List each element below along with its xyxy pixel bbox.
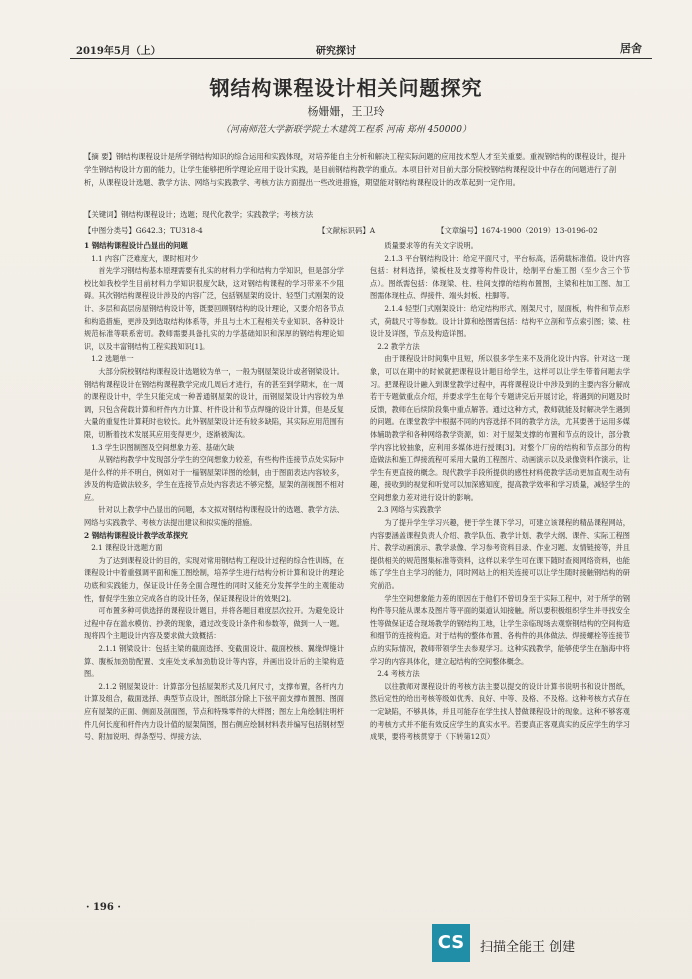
subsection-heading: 2.4 考核方法	[377, 669, 420, 679]
document-code: 【文献标识码】A	[318, 226, 376, 235]
article-authors: 杨姗姗，王卫玲	[307, 105, 385, 118]
subsection-heading: 2.3 网络与实践教学	[377, 505, 442, 515]
subsection-heading: 1.1 内容广泛难度大，课时相对少	[91, 253, 199, 263]
paragraph: 首先学习钢结构基本原理需要有扎实的材料力学和结构力学知识，但是部分学校比如我校学生目前材料力学知识很度欠缺，这对钢结构课程的学习带来不少阻碍。其次钢结构课程设计涉及的内容广泛，包括钢屋架的设计、轻型门式刚架的设计、多层和高层房屋钢结构设计等，既要回顾钢结构的设计理论，又要介绍各节点和构造措施，更涉及到选取结构体系等，并且与土木工程相关专业知识、各种设计规范标准等联系密切。教师需要具备扎实的力学基础知识和深厚的钢结构理论知识，以及丰富钢结构工程实践知识[1]。	[84, 266, 344, 351]
subsection-heading: 2.1 课程设计选题方面	[91, 543, 163, 553]
subsection-heading: 1.2 选题单一	[91, 354, 134, 364]
paragraph: 2.1.4 轻型门式刚架设计：给定结构形式、刚架尺寸，屋面板，构件和节点形式，荷载尺寸等参数。设计计算和绘图需包括：结构平立剖和节点索引图；梁、柱设计及详图，节点及构造详图。	[370, 303, 630, 339]
article-title: 钢结构课程设计相关问题探究	[209, 76, 483, 100]
paragraph: 为了达到课程设计的目的，实现对常用钢结构工程设计过程的综合性训练，在课程设计中着重强调平面和施工图绘制，培养学生进行结构分析计算和设计的理论功底和实践能力，保证设计任务全面合理性的同时又能充分发挥学生的主观能动性，督促学生独立完成各自的设计任务，保证课程设计的效果[2]。	[84, 555, 344, 603]
paragraph: 为了提升学生学习兴趣，便于学生课下学习，可建立该课程的精品课程网站，内容要涵盖课程负责人介绍、教学队伍、教学计划、教学大纲、课件、实际工程图片、教学动画演示、教学录像、学习参考资料目录、作业习题、友情链接等，并且提供相关的规范图集标准等资料，这样以来学生可在课下随时查阅网络资料，也能练了学生自主学习的能力，同时网站上的相关连接可以让学生随时接触钢结构的研究前沿。	[370, 518, 630, 591]
article-number: 【文章编号】1674-1900（2019）13-0196-02	[437, 226, 598, 235]
subsection-heading: 2.2 教学方法	[377, 341, 420, 351]
subsection-heading: 1.3 学生识图制图及空间想象力差、基础欠缺	[91, 442, 235, 452]
issue-date: 2019年5月（上）	[76, 46, 161, 57]
section-heading: 2 钢结构课程设计教学改革探究	[84, 530, 188, 540]
paragraph: 由于课程设计时间集中且短，所以很多学生来不及消化设计内容。针对这一现象，可以在期中的时候就把课程设计题目给学生，这样可以让学生带着问题去学习。把课程设计融入到课堂教学过程中，再将课程设计中涉及到的主要内容分解成若干专题做重点介绍，并要求学生在每个专题讲完后开展讨论，将遇到的问题及时反馈，教师在后续阶段集中重点解答。通过这种方式，教师就能及时解决学生遇到的问题。在课堂教学中根据不同的内容选择不同的教学方法，尤其要善于运用多媒体辅助教学和各种网络教学资源，如：对于屋架支撑的布置和节点的设计，部分教学内容比较抽象，应利用多媒体进行授课[3]。对整个厂房的结构和节点部分的构造做法和施工焊接流程可采用大量的工程图片、动画演示以及录像资料作演示，让学生有更直接的概念。现代教学手段所提供的感性材料使教学活动更加直观生动有趣，接收到的视觉和听觉可以加深感知度，提高教学效率和学习质量，减轻学生的空间想象力差对进行设计的影响。	[370, 354, 630, 502]
section-name: 研究探讨	[316, 46, 356, 57]
running-header	[76, 40, 652, 58]
abstract: 【摘 要】钢结构课程设计是所学钢结构知识的综合运用和实践体现，对培养能自主分析和解决工程实际问题的应用技术型人才至关重要。重视钢结构的课程设计，提升学生钢结构设计方面的能力，让学生能够把所学理论应用于设计实践，是目前钢结构教学的重点。本项目针对目前大部分院校钢结构课程设计中存在的问题进行了剖析，从课程设计选题、教学方法、网络与实践教学、考核方法方面提出一些改进措施，期望能对钢结构课程设计的改革起到一定作用。	[84, 152, 626, 187]
header-rule	[70, 58, 652, 59]
scanner-watermark-text: 扫描全能王 创建	[480, 940, 576, 955]
section-heading: 1 钢结构课程设计凸显出的问题	[84, 241, 188, 250]
paragraph: 学生空间想象能力差的原因在于他们不曾切身至于实际工程中，对于所学的钢构件等只能从课本及图片等平面的渠道认知接触。所以要积极组织学生并寻找安全性等做保证适合现场教学的钢结构工地，让学生亲临现场去观察钢结构的空间构造和细节的连接构造。对于结构的整体布置、各构件的具体做法、焊接螺栓等连接节点的实际情况，教师带领学生去参观学习。这种实践教学，能够使学生在脑海中将学习的内容具体化，建立起结构的空间整体概念。	[370, 593, 630, 666]
left-column	[84, 240, 344, 744]
paragraph: 2.1.2 钢屋架设计：计算部分包括屋架形式及几何尺寸，支撑布置，各杆内力计算及组合，截面选择、典型节点设计，图纸部分除上下弦平面支撑布置图、图面应有屋架的正面、侧面及剖面图，节点和特殊零件的大样图；图左上角绘制注明杆件几何长度和杆件内力设计值的屋架简图，图右侧应绘制材料表并编写包括钢材型号、附加说明、焊条型号、焊接方法、	[84, 681, 344, 742]
keywords: 【关键词】钢结构课程设计；选题；现代化教学；实践教学；考核方法	[84, 210, 314, 219]
page-number: · 196 ·	[86, 902, 121, 913]
paragraph: 以往教师对课程设计的考核方法主要以提交的设计计算书说明书和设计图纸，然后定性的给出考核等级如优秀、良好、中等、及格、不及格。这种考核方式存在一定缺陷，不够具体，并且可能存在学生找人替做课程设计的现象。这种不够客观的考核方式并不能有效反应学生的真实水平。若要真正客观真实的反应学生的学习成果，要将考核贯穿于（下转第12页）	[370, 681, 630, 742]
paragraph: 2.1.1 钢梁设计：包括主梁的截面选择、变截面设计、截面校核、翼缘焊缝计算、腹板加劲肋配置、支座处支承加劲肋设计等内容，并画出设计后的主梁构造图。	[84, 644, 344, 679]
paragraph: 针对以上教学中凸显出的问题，本文拟对钢结构课程设计的选题、教学方法、网络与实践教学、考核方法提出建议和拟实施的措施。	[84, 505, 344, 528]
journal-tag: 居舍	[620, 42, 642, 55]
camscanner-logo: CS	[432, 924, 470, 962]
paragraph: 从钢结构教学中发现部分学生的空间想象力较差，有些构件连接节点处实际中是什么样的并不明白，例如对于一榀钢屋架详图的绘制，由于图面表达内容较多，涉及的构造做法较多，学生在连接节点处内容表达不够完整，屋架的剖视图不相对应。	[84, 455, 344, 502]
article-affiliation: （河南师范大学新联学院土木建筑工程系 河南 郑州 450000）	[221, 125, 471, 135]
right-column	[370, 240, 630, 744]
paragraph: 大部分院校钢结构课程设计选题较为单一，一般为钢屋架设计或者钢梁设计。钢结构课程设计在钢结构课程教学完成几周后才进行，有的甚至到学期末，在一周的课程设计中，学生只能完成一种普通钢屋架的设计，而钢屋架设计内容较为单调，只包含荷载计算和杆件内力计算、杆件设计和节点焊缝的设计计算，但是反复大量的重复性计算耗时也较长。此外钢屋架设计还有较多缺陷，其实际应用范围有限，切断着技术发展其应用变得更少，逐渐被淘汰。	[84, 366, 344, 439]
class-number: 【中图分类号】G642.3；TU318-4	[84, 226, 203, 235]
paragraph: 2.1.3 平台钢结构设计：给定平面尺寸，平台标高，活荷载标准值。设计内容包括：材料选择，梁板柱及支撑等构件设计，绘制平台施工图（至少含三个节点）。图纸需包括：体现梁、柱、柱间支撑的结构布置图，主梁和柱加工图、加工图需体现柱点、焊接件、端头封板、柱脚等。	[370, 253, 630, 301]
paragraph: 可布置多种可供选择的课程设计题目，并将各题目难度层次拉开。为避免设计过程中存在滥水模仿、抄袭的现象，通过改变设计条件和参数等，做到一人一题。现将四个主题设计内容及要求做大致概括：	[84, 606, 344, 641]
paragraph: 质量要求等的有关文字说明。	[384, 241, 478, 250]
